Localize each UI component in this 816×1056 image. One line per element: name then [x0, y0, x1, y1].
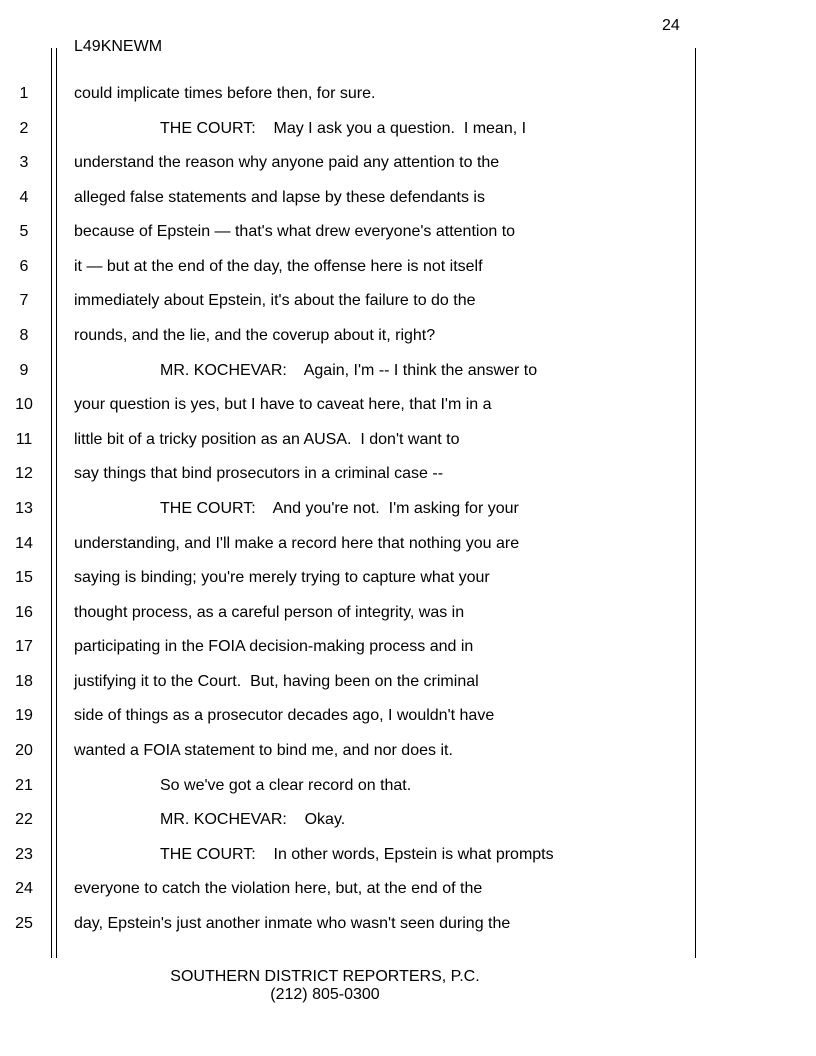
- line-text: MR. KOCHEVAR: Okay.: [160, 811, 346, 829]
- line-number: 1: [19, 85, 29, 102]
- line-number: 11: [15, 430, 33, 448]
- line-number: 13: [15, 499, 33, 517]
- transcript-line: [0, 526, 816, 561]
- line-text: THE COURT: In other words, Epstein is what prompts: [160, 845, 554, 863]
- transcript-line: [0, 387, 816, 422]
- transcript-line: [0, 318, 816, 353]
- line-text: So we've got a clear record on that.: [160, 776, 412, 794]
- transcript-line: [0, 249, 816, 284]
- line-text: MR. KOCHEVAR: Again, I'm -- I think the answer to: [160, 361, 538, 379]
- line-text: everyone to catch the violation here, but, at the end of the: [74, 880, 483, 898]
- transcript-line: [0, 906, 816, 941]
- page-number: 24: [662, 17, 680, 34]
- line-number: 14: [15, 534, 33, 552]
- line-number: 22: [15, 811, 33, 829]
- line-number: 15: [15, 569, 33, 587]
- line-text: it — but at the end of the day, the offense here is not itself: [74, 257, 483, 275]
- line-number: 18: [15, 672, 33, 690]
- line-text: could implicate times before then, for sure.: [74, 85, 376, 102]
- line-number: 20: [15, 741, 33, 759]
- line-number: 21: [15, 776, 33, 794]
- line-text: side of things as a prosecutor decades ago, I wouldn't have: [74, 707, 495, 725]
- transcript-line: [0, 145, 816, 180]
- line-text: your question is yes, but I have to caveat here, that I'm in a: [74, 396, 492, 414]
- line-number: 24: [15, 880, 33, 898]
- transcript-line: [0, 180, 816, 215]
- transcript-line: [0, 560, 816, 595]
- line-number: 5: [19, 223, 29, 241]
- transcript-line: [0, 491, 816, 526]
- line-number: 17: [15, 638, 33, 656]
- transcript-line: [0, 802, 816, 837]
- line-number: 7: [19, 292, 29, 310]
- transcript-line: [0, 456, 816, 491]
- line-number: 23: [15, 845, 33, 863]
- line-number: 8: [19, 327, 29, 345]
- transcript-line: [0, 214, 816, 249]
- transcript-body: [0, 76, 816, 940]
- line-number: 25: [15, 914, 33, 932]
- line-number: 2: [19, 119, 29, 137]
- transcript-line: [0, 283, 816, 318]
- line-text: immediately about Epstein, it's about the failure to do the: [74, 292, 476, 310]
- footer-reporter: SOUTHERN DISTRICT REPORTERS, P.C.: [170, 968, 480, 985]
- line-text: little bit of a tricky position as an AUSA. I don't want to: [74, 430, 460, 448]
- transcript-line: [0, 837, 816, 872]
- line-text: understand the reason why anyone paid any attention to the: [74, 154, 500, 172]
- transcript-line: [0, 422, 816, 457]
- line-text: alleged false statements and lapse by these defendants is: [74, 188, 485, 206]
- transcript-line: [0, 698, 816, 733]
- line-number: 9: [19, 361, 29, 379]
- line-number: 19: [15, 707, 33, 725]
- line-text: participating in the FOIA decision-making process and in: [74, 638, 474, 656]
- line-text: wanted a FOIA statement to bind me, and nor does it.: [74, 741, 453, 759]
- line-text: rounds, and the lie, and the coverup about it, right?: [74, 327, 436, 345]
- footer: [0, 968, 650, 1004]
- line-number: 3: [19, 154, 29, 172]
- transcript-line: [0, 111, 816, 146]
- transcript-line: [0, 768, 816, 803]
- line-text: THE COURT: May I ask you a question. I mean, I: [160, 119, 527, 137]
- line-text: say things that bind prosecutors in a criminal case --: [74, 465, 444, 483]
- line-text: THE COURT: And you're not. I'm asking for your: [160, 499, 519, 517]
- transcript-line: [0, 629, 816, 664]
- transcript-line: [0, 76, 816, 111]
- transcript-line: [0, 595, 816, 630]
- line-number: 4: [19, 188, 29, 206]
- line-number: 16: [15, 603, 33, 621]
- transcript-line: [0, 664, 816, 699]
- line-text: because of Epstein — that's what drew everyone's attention to: [74, 223, 516, 241]
- footer-phone: (212) 805-0300: [270, 986, 380, 1003]
- line-number: 6: [19, 257, 29, 275]
- line-number: 12: [15, 465, 33, 483]
- transcript-line: [0, 733, 816, 768]
- line-text: day, Epstein's just another inmate who wasn't seen during the: [74, 914, 511, 932]
- line-text: understanding, and I'll make a record here that nothing you are: [74, 534, 520, 552]
- case-id: L49KNEWM: [74, 38, 163, 55]
- line-text: thought process, as a careful person of integrity, was in: [74, 603, 465, 621]
- line-text: saying is binding; you're merely trying to capture what your: [74, 569, 490, 587]
- transcript-line: [0, 353, 816, 388]
- transcript-line: [0, 871, 816, 906]
- line-number: 10: [15, 396, 33, 414]
- line-text: justifying it to the Court. But, having been on the criminal: [74, 672, 479, 690]
